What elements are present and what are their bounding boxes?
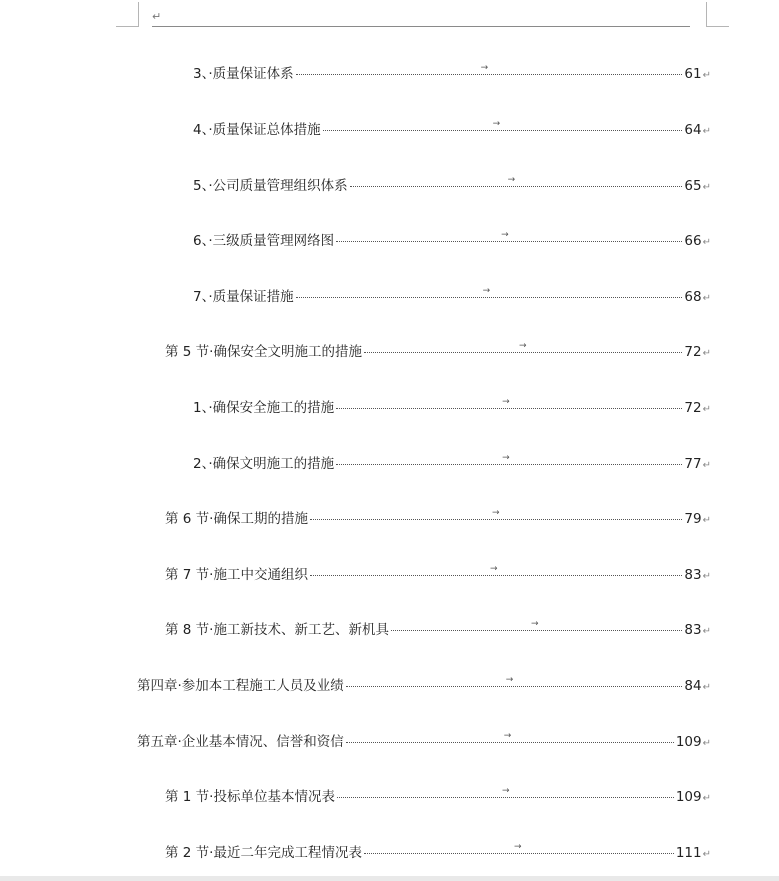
toc-page-number: 83 — [684, 622, 702, 638]
toc-dot-leader — [296, 286, 683, 298]
tab-arrow-icon: → — [501, 786, 510, 796]
toc-entry-title: 第 7 节·施工中交通组织 — [165, 567, 308, 583]
toc-dot-leader — [336, 453, 682, 465]
tab-arrow-icon: → — [513, 842, 522, 852]
paragraph-mark-icon: ↵ — [702, 237, 711, 248]
toc-dot-leader — [337, 786, 674, 798]
tab-arrow-icon: → — [518, 341, 527, 351]
toc-entry[interactable] — [165, 787, 711, 807]
paragraph-mark-icon: ↵ — [702, 793, 711, 804]
toc-dot-leader — [310, 564, 682, 576]
toc-page-number: 111 — [675, 845, 702, 861]
tab-arrow-icon: → — [503, 731, 512, 741]
toc-entry[interactable] — [137, 732, 711, 752]
toc-entry[interactable] — [165, 509, 711, 529]
toc-entry[interactable] — [165, 843, 711, 863]
toc-page-number: 83 — [684, 567, 702, 583]
toc-page-number: 64 — [684, 122, 702, 138]
paragraph-mark-icon: ↵ — [702, 682, 711, 693]
paragraph-mark-icon: ↵ — [702, 293, 711, 304]
toc-entry[interactable] — [193, 398, 711, 418]
toc-entry-title: 第 6 节·确保工期的措施 — [165, 511, 308, 527]
tab-arrow-icon: → — [502, 453, 510, 463]
toc-dot-leader — [296, 63, 683, 75]
tab-arrow-icon: → — [480, 63, 489, 73]
toc-entry-title: 第 8 节·施工新技术、新工艺、新机具 — [165, 622, 389, 638]
toc-dot-leader — [310, 508, 682, 520]
paragraph-mark-icon: ↵ — [702, 571, 711, 582]
tab-arrow-icon: → — [492, 119, 501, 129]
toc-entry-title: 3、·质量保证体系 — [193, 66, 294, 82]
paragraph-mark-icon: ↵ — [702, 70, 711, 81]
toc-entry[interactable] — [165, 620, 711, 640]
toc-entry-title: 第 5 节·确保安全文明施工的措施 — [165, 344, 362, 360]
paragraph-mark-icon: ↵ — [702, 515, 711, 526]
toc-entry[interactable] — [193, 454, 711, 474]
toc-page-number: 79 — [684, 511, 702, 527]
toc-entry[interactable] — [193, 120, 711, 140]
toc-page-number: 84 — [684, 678, 702, 694]
toc-entry-title: 第 1 节·投标单位基本情况表 — [165, 789, 335, 805]
toc-entry-title: 第五章·企业基本情况、信誉和资信 — [137, 734, 344, 750]
toc-entry-title: 1、·确保安全施工的措施 — [193, 400, 335, 416]
toc-page-number: 72 — [684, 344, 702, 360]
tab-arrow-icon: → — [491, 508, 500, 518]
toc-entry[interactable] — [193, 231, 711, 251]
toc-dot-leader — [346, 675, 683, 687]
paragraph-mark-icon: ↵ — [702, 626, 711, 637]
crop-mark-top-right — [706, 2, 729, 27]
toc-dot-leader — [346, 731, 674, 743]
toc-page-number: 109 — [675, 734, 702, 750]
toc-dot-leader — [336, 397, 682, 409]
toc-entry[interactable] — [165, 565, 711, 585]
tab-arrow-icon: → — [489, 564, 498, 574]
page-bottom-edge — [0, 876, 779, 881]
tab-arrow-icon: → — [530, 619, 539, 629]
toc-page-number: 61 — [684, 66, 702, 82]
header-rule — [152, 26, 690, 27]
tab-arrow-icon: → — [505, 675, 514, 685]
toc-dot-leader — [364, 842, 674, 854]
toc-dot-leader — [364, 341, 682, 353]
paragraph-mark-icon: ↵ — [702, 404, 711, 415]
paragraph-mark-icon: ↵ — [702, 849, 711, 860]
toc-entry[interactable] — [193, 287, 711, 307]
toc-page-number: 109 — [675, 789, 702, 805]
toc-dot-leader — [336, 230, 682, 242]
toc-entry-title: 2、·确保文明施工的措施 — [193, 456, 335, 472]
paragraph-mark-icon: ↵ — [702, 126, 711, 137]
toc-entry-title: 6、·三级质量管理网络图 — [193, 233, 335, 249]
paragraph-mark-icon: ↵ — [702, 460, 711, 471]
tab-arrow-icon: → — [482, 286, 491, 296]
paragraph-mark-icon: ↵ — [702, 738, 711, 749]
crop-mark-top-left — [116, 2, 139, 27]
tab-arrow-icon: → — [502, 397, 510, 407]
tab-arrow-icon: → — [507, 175, 516, 185]
toc-dot-leader — [350, 175, 683, 187]
paragraph-mark-icon: ↵ — [702, 182, 711, 193]
paragraph-mark-icon: ↵ — [702, 348, 711, 359]
toc-entry-title: 5、·公司质量管理组织体系 — [193, 178, 348, 194]
toc-entry[interactable] — [137, 676, 711, 696]
toc-entry[interactable] — [193, 176, 711, 196]
toc-dot-leader — [323, 119, 683, 131]
toc-entry-title: 4、·质量保证总体措施 — [193, 122, 321, 138]
toc-page-number: 77 — [684, 456, 702, 472]
header-paragraph-mark: ↵ — [152, 10, 162, 23]
toc-entry-title: 7、·质量保证措施 — [193, 289, 294, 305]
toc-page-number: 72 — [684, 400, 702, 416]
toc-entry-title: 第 2 节·最近二年完成工程情况表 — [165, 845, 362, 861]
toc-dot-leader — [391, 619, 682, 631]
toc-entry[interactable] — [193, 64, 711, 84]
tab-arrow-icon: → — [501, 230, 509, 240]
toc-entry[interactable] — [165, 342, 711, 362]
toc-page-number: 66 — [684, 233, 702, 249]
toc-page-number: 65 — [684, 178, 702, 194]
toc-page-number: 68 — [684, 289, 702, 305]
toc-entry-title: 第四章·参加本工程施工人员及业绩 — [137, 678, 344, 694]
